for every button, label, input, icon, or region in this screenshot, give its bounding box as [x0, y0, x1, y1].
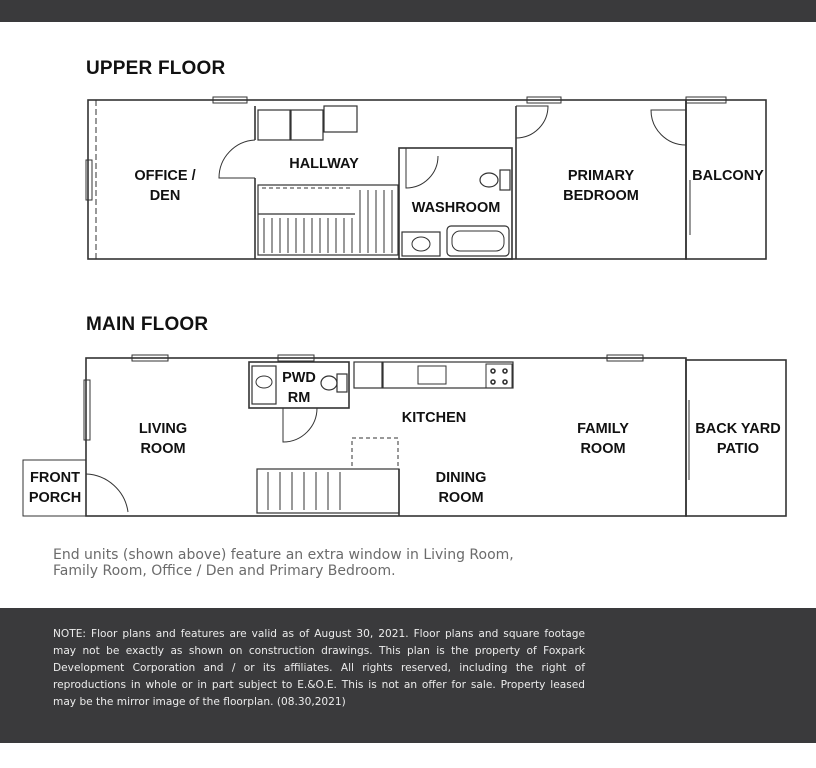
- label-primary-1: PRIMARY: [567, 168, 635, 184]
- washroom-toilet: [480, 173, 498, 187]
- label-front-2: PORCH: [28, 490, 82, 506]
- upper-floor-title: UPPER FLOOR: [86, 58, 226, 79]
- bottom-margin: [0, 743, 816, 768]
- caption-line-1: End units (shown above) feature an extra window in Living Room,: [53, 547, 514, 563]
- balcony-door-swing: [651, 110, 686, 145]
- patio-outline: [686, 360, 786, 516]
- pwd-toilet-tank: [337, 374, 347, 392]
- bedroom-door-swing: [516, 106, 548, 138]
- front-porch-outline: [23, 460, 86, 516]
- label-patio-1: BACK YARD: [695, 421, 781, 437]
- label-front-1: FRONT: [30, 470, 80, 486]
- upper-room-labels: [134, 156, 764, 216]
- disclaimer-note: NOTE: Floor plans and features are valid as of August 30, 2021. Floor plans and square footage may not be exactly as shown on construction drawings. This plan is the property of Foxpark Development Corporation and / or its affiliates. All rights reserved, including the right of reproductions in whole or in part subject to E.&O.E. This is not an offer for sale. Property leased may be the mirror image of the floorplan. (08.30,2021): [53, 628, 585, 708]
- toilet-tank: [500, 170, 510, 190]
- main-floor-plan: [23, 355, 786, 516]
- closet-3: [324, 106, 357, 132]
- footer-band: [0, 608, 816, 743]
- label-patio-2: PATIO: [716, 441, 760, 457]
- bathtub-basin: [452, 231, 504, 251]
- kitchen-sink: [418, 366, 446, 384]
- pwd-toilet: [321, 376, 337, 390]
- burner: [491, 369, 495, 373]
- label-kitchen: KITCHEN: [401, 410, 467, 426]
- closet-2: [291, 110, 323, 140]
- label-family-1: FAMILY: [577, 421, 629, 437]
- stair-landing-dashed: [352, 438, 398, 469]
- burner: [503, 369, 507, 373]
- label-family-2: ROOM: [580, 441, 626, 457]
- label-balcony: BALCONY: [692, 168, 764, 184]
- label-washroom: WASHROOM: [411, 200, 501, 216]
- label-primary-2: BEDROOM: [563, 188, 639, 204]
- main-window-left: [84, 380, 90, 440]
- label-hallway: HALLWAY: [289, 156, 359, 172]
- pwd-sink: [256, 376, 272, 388]
- burner: [503, 380, 507, 384]
- label-office-1: OFFICE /: [134, 168, 196, 184]
- upper-window-left: [86, 160, 92, 200]
- label-pwd-2: RM: [287, 390, 311, 406]
- burner: [491, 380, 495, 384]
- washroom-vanity: [402, 232, 440, 256]
- fridge: [354, 362, 382, 388]
- label-living-1: LIVING: [138, 421, 188, 437]
- label-pwd-1: PWD: [282, 370, 316, 386]
- kitchen-range: [486, 364, 512, 388]
- pwd-vanity: [252, 366, 276, 404]
- label-office-2: DEN: [149, 188, 181, 204]
- label-living-2: ROOM: [140, 441, 186, 457]
- main-room-labels: [29, 370, 781, 506]
- washroom-door-swing: [406, 148, 438, 188]
- washroom-sink: [412, 237, 430, 251]
- front-door-swing: [86, 474, 128, 512]
- label-dining-2: ROOM: [438, 490, 484, 506]
- main-floor-title: MAIN FLOOR: [86, 314, 209, 335]
- label-dining-1: DINING: [435, 470, 487, 486]
- closet-1: [258, 110, 290, 140]
- main-outer-wall: [86, 358, 686, 516]
- end-units-caption: [53, 548, 573, 579]
- caption-line-2: Family Room, Office / Den and Primary Bedroom.: [53, 562, 396, 579]
- pwd-door-swing: [283, 408, 317, 442]
- office-door-swing: [219, 140, 255, 178]
